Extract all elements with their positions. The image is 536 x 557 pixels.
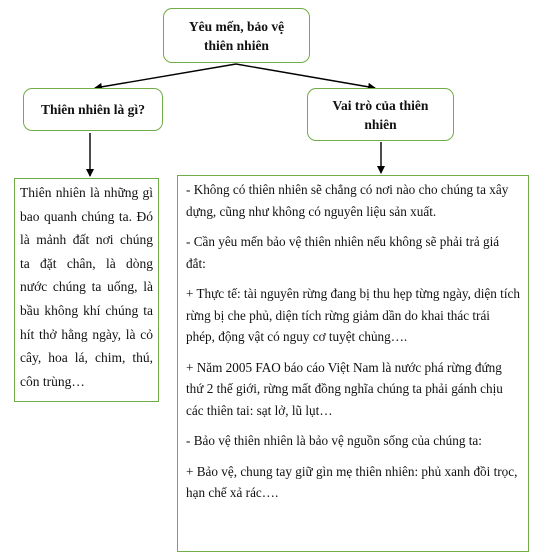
right-heading-title-line-2: nhiên — [364, 116, 397, 132]
root-title-line-2: thiên nhiên — [204, 37, 269, 53]
root-title-line-1: Yêu mến, bảo vệ — [188, 18, 285, 34]
right-paragraph: - Bảo vệ thiên nhiên là bảo vệ nguồn sống của chúng ta: — [186, 433, 482, 448]
right-paragraph: + Năm 2005 FAO báo cáo Việt Nam là nước phá rừng đứng thứ 2 thế giới, rừng mất đồng nghĩa chúng ta phải gánh chịu các thiên tai: sạt lở, lũ lụt… — [186, 359, 503, 418]
left-content-text: Thiên nhiên là những gì bao quanh chúng ta. Đó là mảnh đất nơi chúng ta đặt chân, là dòng nước chúng ta uống, là bầu không khí chúng ta hít thở hằng ngày, là cỏ cây, hoa lá, chim, thú, côn trùng… — [20, 185, 153, 389]
root-node — [163, 8, 310, 63]
right-paragraph: - Không có thiên nhiên sẽ chẳng có nơi nào cho chúng ta xây dựng, cũng như không có nguyên liệu sản xuất. — [186, 182, 509, 219]
right-paragraph: + Bảo vệ, chung tay giữ gìn mẹ thiên nhiên: phủ xanh đồi trọc, hạn chế xả rác…. — [186, 463, 518, 500]
left-content-box — [14, 178, 159, 402]
left-heading-title: Thiên nhiên là gì? — [41, 102, 145, 117]
left-heading-node — [23, 88, 163, 131]
right-content-box — [177, 175, 529, 552]
arrow-root-to-right — [236, 64, 375, 88]
right-heading-title-line-1: Vai trò của thiên — [332, 97, 429, 113]
right-heading-node — [307, 88, 454, 141]
right-paragraph: - Cần yêu mến bảo vệ thiên nhiên nếu không sẽ phải trả giá đắt: — [186, 234, 500, 271]
right-paragraph: + Thực tế: tài nguyên rừng đang bị thu hẹp từng ngày, diện tích rừng bị che phủ, diện tích rừng giảm dần do khai thác trái phép, động vật có nguy cơ tuyệt chủng…. — [186, 286, 520, 344]
arrow-root-to-left — [95, 64, 236, 88]
